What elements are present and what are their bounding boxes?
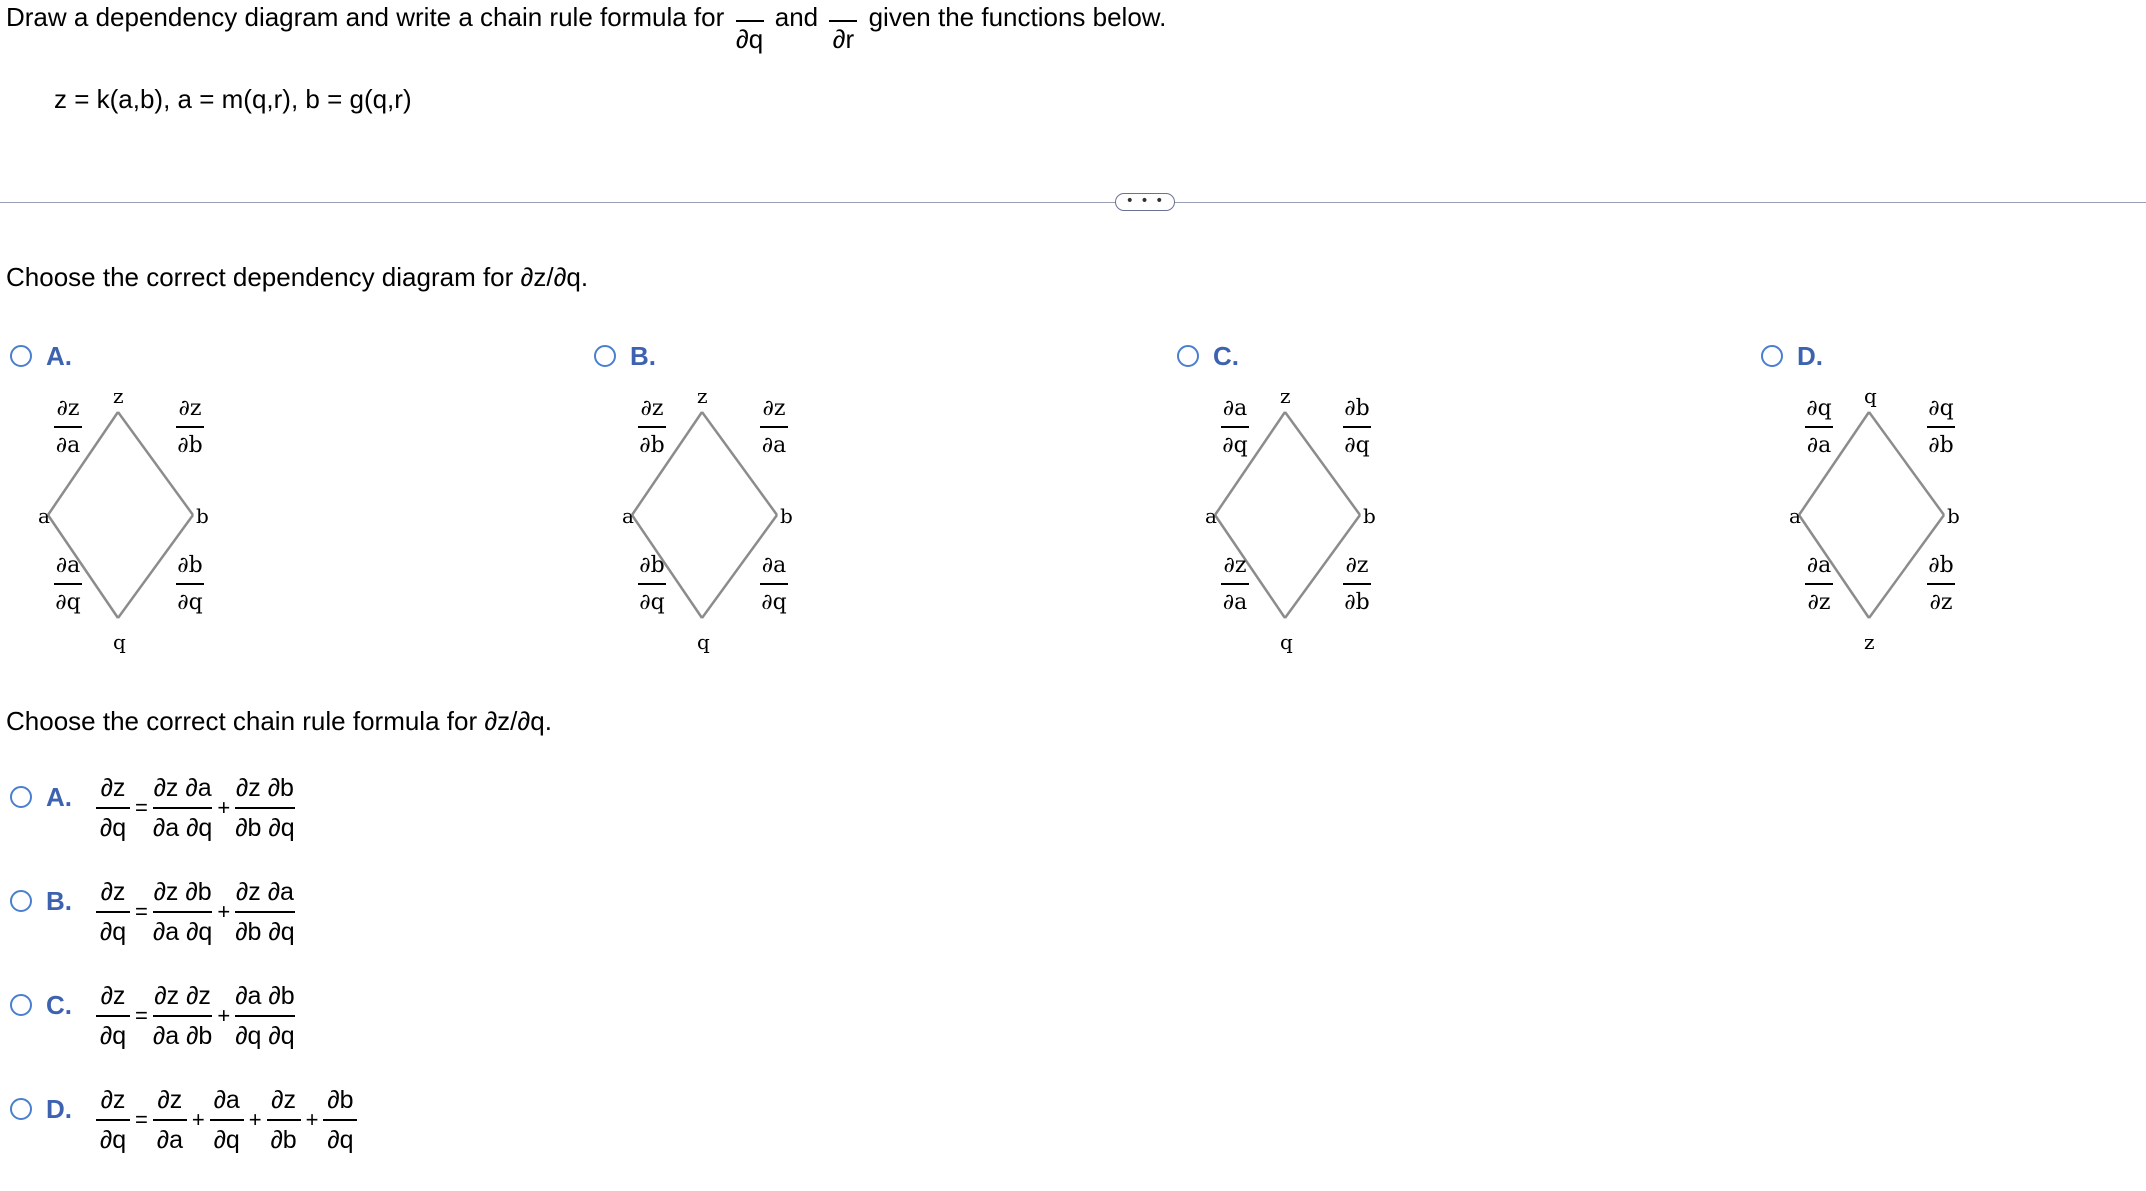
numerator: ∂b	[639, 553, 665, 578]
upper-right-derivative	[754, 398, 794, 457]
numerator: ∂b	[1928, 553, 1954, 578]
plus-sign: +	[305, 1107, 319, 1133]
diagram-radio-a[interactable]	[10, 345, 32, 367]
lhs-fraction	[96, 984, 130, 1049]
numerator: ∂b	[327, 1086, 354, 1114]
formula-prompt: Choose the correct chain rule formula for ∂z/∂q.	[6, 706, 552, 736]
numerator: ∂q	[1928, 396, 1954, 421]
upper-right-derivative	[1921, 398, 1961, 457]
node-left-label: a	[1789, 504, 1801, 528]
node-right-label: b	[1947, 504, 1960, 528]
denominator: ∂a	[55, 432, 81, 458]
fraction-bar	[1927, 583, 1955, 585]
denominator: ∂b	[177, 432, 203, 458]
node-left-label: a	[1205, 504, 1217, 528]
fraction-bar	[638, 426, 666, 428]
diagram-option-letter: B.	[630, 341, 656, 371]
dependency-diagram	[30, 380, 290, 670]
diagram-radio-c[interactable]	[1177, 345, 1199, 367]
fraction-bar	[1927, 426, 1955, 428]
denominator: ∂a ∂q	[152, 917, 213, 946]
node-left-label: a	[622, 504, 634, 528]
fraction-bar	[1221, 583, 1249, 585]
lower-left-derivative	[48, 555, 88, 614]
node-top-label: z	[1280, 384, 1291, 408]
denominator: ∂b ∂q	[235, 813, 295, 842]
fraction-bar	[153, 807, 212, 809]
upper-right-derivative	[170, 398, 210, 457]
fraction-bar	[176, 426, 204, 428]
lower-left-derivative	[1799, 555, 1839, 614]
plus-sign: +	[248, 1107, 262, 1133]
denominator: ∂b	[1344, 589, 1370, 615]
lhs-fraction	[96, 880, 130, 945]
fraction-bar	[54, 426, 82, 428]
denominator: ∂q ∂q	[235, 1021, 295, 1050]
diagram-radio-b[interactable]	[594, 345, 616, 367]
fraction-bar	[1221, 426, 1249, 428]
fraction-bar	[96, 911, 130, 913]
node-right-label: b	[780, 504, 793, 528]
upper-left-derivative	[1215, 398, 1255, 457]
fraction-bar	[235, 911, 294, 913]
node-bottom-label: z	[1864, 630, 1875, 654]
plus-sign: +	[217, 899, 231, 925]
dependency-diagram	[1781, 380, 2041, 670]
denominator: ∂q	[761, 589, 787, 615]
term-2-fraction	[235, 984, 294, 1049]
equals-sign: =	[135, 1003, 148, 1029]
fraction-bar	[153, 1015, 212, 1017]
numerator: ∂b	[1344, 396, 1370, 421]
section-divider	[0, 202, 2146, 203]
denominator: ∂a ∂b	[152, 1021, 213, 1050]
numerator: ∂z	[640, 396, 664, 421]
denominator: ∂q	[99, 1125, 127, 1154]
denominator: ∂q	[1222, 432, 1248, 458]
question-part3: given the functions below.	[868, 2, 1167, 32]
fraction-bar	[96, 807, 130, 809]
lower-right-derivative	[1921, 555, 1961, 614]
numerator: ∂z ∂a	[153, 774, 212, 802]
term-2-fraction	[235, 776, 294, 841]
term-1-fraction	[153, 1088, 187, 1153]
fraction-bar	[1805, 583, 1833, 585]
fraction-bar	[638, 583, 666, 585]
fraction-bar	[1343, 426, 1371, 428]
fraction-bar	[760, 583, 788, 585]
more-button[interactable]: • • •	[1115, 193, 1175, 211]
lower-right-derivative	[170, 555, 210, 614]
term-1-fraction	[153, 880, 212, 945]
denominator: ∂z	[1929, 589, 1953, 615]
lower-right-derivative	[1337, 555, 1377, 614]
numerator: ∂a	[55, 553, 81, 578]
numerator: ∂a ∂b	[235, 982, 295, 1010]
equals-sign: =	[135, 1107, 148, 1133]
diagram-option-letter: D.	[1797, 341, 1823, 371]
diagram-prompt: Choose the correct dependency diagram for ∂z/∂q.	[6, 262, 589, 292]
denominator: ∂q	[99, 1021, 127, 1050]
node-top-label: q	[1864, 384, 1877, 408]
node-right-label: b	[1363, 504, 1376, 528]
lhs-fraction	[96, 776, 130, 841]
question-part2: and	[774, 2, 819, 32]
fraction-bar	[176, 583, 204, 585]
term-3-fraction	[267, 1088, 301, 1153]
numerator: ∂z	[100, 878, 126, 906]
formula-radio-c[interactable]	[10, 994, 32, 1016]
dependency-diagram	[1197, 380, 1457, 670]
denominator: ∂z	[1807, 589, 1831, 615]
numerator: ∂z	[100, 774, 126, 802]
plus-sign: +	[217, 1003, 231, 1029]
numerator: ∂z ∂a	[235, 878, 294, 906]
upper-left-derivative	[48, 398, 88, 457]
numerator: ∂z	[271, 1086, 296, 1114]
denominator: ∂a ∂q	[152, 813, 213, 842]
numerator: ∂z	[762, 396, 786, 421]
numerator: ∂z	[178, 396, 202, 421]
denominator: ∂q	[1344, 432, 1370, 458]
fraction-bar	[96, 1119, 130, 1121]
numerator: ∂z	[100, 982, 126, 1010]
term-2-fraction	[210, 1088, 244, 1153]
upper-left-derivative	[632, 398, 672, 457]
partial-q-fraction: ∂q	[732, 16, 768, 26]
lhs-fraction	[96, 1088, 130, 1153]
fraction-bar	[267, 1119, 301, 1121]
numerator: ∂a	[213, 1086, 240, 1114]
lower-right-derivative	[754, 555, 794, 614]
numerator: ∂z	[1223, 553, 1247, 578]
fraction-bar	[235, 1015, 294, 1017]
diagram-option-letter: A.	[46, 341, 72, 371]
denominator: ∂q	[639, 589, 665, 615]
plus-sign: +	[191, 1107, 205, 1133]
diagram-option-letter: C.	[1213, 341, 1239, 371]
chain-rule-formula	[96, 878, 295, 946]
denominator: ∂b	[639, 432, 665, 458]
question-text	[6, 2, 1167, 54]
partial-r-fraction: ∂r	[825, 16, 861, 26]
denominator: ∂b	[1928, 432, 1954, 458]
numerator: ∂z ∂b	[235, 774, 294, 802]
numerator: ∂a	[761, 553, 787, 578]
node-bottom-label: q	[113, 630, 126, 654]
fraction-bar	[323, 1119, 357, 1121]
denominator: ∂a	[156, 1125, 183, 1154]
denominator: ∂b	[270, 1125, 297, 1154]
diagram-radio-d[interactable]	[1761, 345, 1783, 367]
denominator: ∂q	[213, 1125, 240, 1154]
plus-sign: +	[217, 795, 231, 821]
denominator: ∂a	[761, 432, 787, 458]
denominator: ∂b ∂q	[235, 917, 295, 946]
fraction-bar	[210, 1119, 244, 1121]
numerator: ∂z ∂b	[153, 878, 212, 906]
numerator: ∂z	[157, 1086, 183, 1114]
fraction-bar	[153, 911, 212, 913]
question-part1: Draw a dependency diagram and write a chain rule formula for	[6, 2, 725, 32]
formula-radio-b[interactable]	[10, 890, 32, 912]
denominator: ∂q	[177, 589, 203, 615]
term-4-fraction	[323, 1088, 357, 1153]
lower-left-derivative	[1215, 555, 1255, 614]
formula-option-letter: A.	[46, 782, 72, 812]
fraction-bar	[235, 807, 294, 809]
upper-right-derivative	[1337, 398, 1377, 457]
chain-rule-formula	[96, 982, 295, 1050]
numerator: ∂z	[1345, 553, 1369, 578]
formula-option-letter: B.	[46, 886, 72, 916]
equals-sign: =	[135, 795, 148, 821]
denominator: ∂q	[99, 813, 127, 842]
node-top-label: z	[697, 384, 708, 408]
chain-rule-formula	[96, 774, 295, 842]
function-definitions: z = k(a,b), a = m(q,r), b = g(q,r)	[54, 84, 412, 114]
upper-left-derivative	[1799, 398, 1839, 457]
numerator: ∂a	[1806, 553, 1832, 578]
numerator: ∂q	[1806, 396, 1832, 421]
formula-option-letter: C.	[46, 990, 72, 1020]
numerator: ∂z	[56, 396, 80, 421]
denominator: ∂q	[55, 589, 81, 615]
fraction-bar	[1805, 426, 1833, 428]
chain-rule-formula	[96, 1086, 357, 1154]
node-bottom-label: q	[697, 630, 710, 654]
numerator: ∂a	[1222, 396, 1248, 421]
denominator: ∂q	[99, 917, 127, 946]
equals-sign: =	[135, 899, 148, 925]
denominator: ∂a	[1806, 432, 1832, 458]
node-right-label: b	[196, 504, 209, 528]
term-2-fraction	[235, 880, 294, 945]
fraction-bar	[54, 583, 82, 585]
node-bottom-label: q	[1280, 630, 1293, 654]
numerator: ∂b	[177, 553, 203, 578]
denominator: ∂q	[327, 1125, 354, 1154]
formula-radio-d[interactable]	[10, 1098, 32, 1120]
lower-left-derivative	[632, 555, 672, 614]
denominator: ∂a	[1222, 589, 1248, 615]
term-1-fraction	[153, 984, 212, 1049]
dependency-diagram	[614, 380, 874, 670]
fraction-bar	[153, 1119, 187, 1121]
formula-radio-a[interactable]	[10, 786, 32, 808]
term-1-fraction	[153, 776, 212, 841]
formula-option-letter: D.	[46, 1094, 72, 1124]
node-left-label: a	[38, 504, 50, 528]
fraction-bar	[1343, 583, 1371, 585]
numerator: ∂z ∂z	[154, 982, 211, 1010]
node-top-label: z	[113, 384, 124, 408]
fraction-bar	[760, 426, 788, 428]
numerator: ∂z	[100, 1086, 126, 1114]
fraction-bar	[96, 1015, 130, 1017]
